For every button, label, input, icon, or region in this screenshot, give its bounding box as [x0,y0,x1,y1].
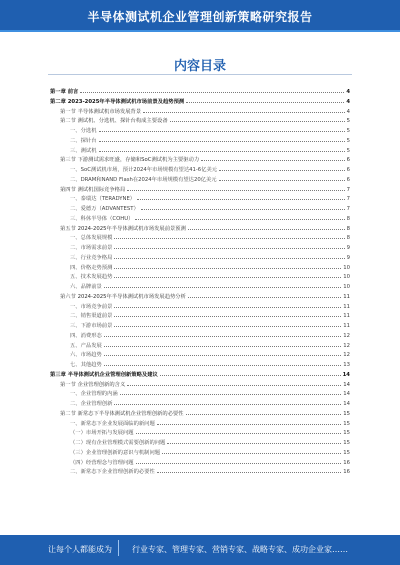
toc-entry-page: 9 [346,254,350,261]
toc-entry-title: 第三章 半导体测试机企业管理创新策略及建议 [50,371,158,378]
toc-leader-dots [114,320,341,327]
toc-leader-dots [114,242,344,249]
toc-entry-title: （四）经营理念与管理问题 [70,459,134,466]
toc-entry-title: 四、消费形态 [70,332,102,339]
toc-heading-divider [48,74,352,75]
toc-leader-dots [99,135,345,142]
toc-leader-dots [104,330,341,337]
toc-entry-title: 一、市场竞争前景 [70,303,113,310]
toc-entry[interactable] [50,466,350,476]
toc-entry-page: 6 [346,176,350,183]
page-header [0,0,400,32]
toc-entry-title: 第四节 测试机国际竞争格局 [60,186,126,193]
toc-entry-page: 16 [343,459,350,466]
toc-leader-dots [120,388,342,395]
toc-entry[interactable] [50,281,350,291]
toc-leader-dots [104,359,341,366]
toc-entry-title: 三、测试机 [70,147,97,154]
toc-entry[interactable] [50,310,350,320]
toc-entry-page: 10 [343,284,350,290]
toc-entry-page: 12 [343,332,350,339]
toc-entry-title: 第五节 2024-2025年半导体测试机市场发展前景预测 [60,225,186,232]
toc-entry-page: 14 [342,371,350,378]
toc-leader-dots [201,154,345,161]
toc-entry[interactable] [50,349,350,359]
toc-entry-title: 二、新常态下企业管理创新的必要性 [70,469,155,476]
toc-entry-title: 第二章 2023-2025年半导体测试机市场前景及趋势预测 [50,98,185,105]
toc-entry[interactable] [50,203,350,213]
toc-entry-page: 14 [343,381,350,388]
toc-entry-title: 三、科休半导体（COHU） [70,215,134,222]
toc-leader-dots [162,447,341,454]
toc-entry-page: 5 [346,137,350,144]
toc-entry[interactable] [50,301,350,311]
toc-entry-page: 4 [346,108,350,115]
toc-entry[interactable] [50,388,350,398]
toc-entry[interactable] [50,125,350,135]
toc-entry-title: （一）市场开拓与发展问题 [70,430,134,437]
toc-entry-title: （二）现有企业管理模式需要创新的问题 [70,440,166,446]
toc-entry-page: 10 [343,274,350,281]
toc-entry[interactable] [50,427,350,437]
toc-entry-title: 五、技术发展趋势 [70,274,113,281]
toc-entry[interactable] [50,398,350,408]
toc-entry[interactable] [50,184,350,194]
toc-entry-title: 二、市场需求前景 [70,245,113,251]
toc-entry-title: 七、其他趋势 [70,362,102,368]
toc-entry-title: 第一章 前言 [50,89,79,95]
toc-entry-page: 6 [346,157,350,164]
toc-leader-dots [114,310,341,317]
toc-entry-title: 六、市场趋势 [70,352,102,359]
toc-entry[interactable] [50,193,350,203]
toc-leader-dots [186,408,342,415]
toc-leader-dots [127,184,344,191]
toc-leader-dots [114,271,341,278]
toc-leader-dots [143,106,344,113]
toc-entry[interactable] [50,447,350,457]
toc-leader-dots [114,301,341,308]
toc-entry[interactable] [50,86,350,96]
toc-entry-page: 14 [343,401,350,407]
toc-entry-page: 11 [343,313,350,320]
toc-entry-title: 二、爱德万（ADVANTEST） [70,206,139,212]
toc-entry-title: 第六节 2024-2025年半导体测试机市场发展趋势分析 [60,293,186,300]
toc-entry-title: 一、企业管理的内涵 [70,391,118,398]
toc-entry[interactable] [50,154,350,164]
toc-entry-title: 二、企业管理创新 [70,401,113,407]
toc-entry-page: 8 [346,235,350,242]
toc-entry-page: 7 [346,206,350,212]
toc-entry-title: 第一节 半导体测试机市场发展背景 [60,108,142,115]
footer-divider [118,540,129,556]
toc-entry-title: 一、分选机 [70,128,97,134]
toc-entry[interactable] [50,379,350,389]
report-title: 半导体测试机企业管理创新策略研究报告 [87,10,313,24]
toc-entry-page: 7 [346,186,350,193]
toc-entry-title: 二、销售渠道前景 [70,313,113,320]
toc-leader-dots [137,193,345,200]
toc-entry-page: 6 [346,167,350,173]
toc-leader-dots [188,291,341,298]
toc-entry-page: 4 [346,89,350,95]
toc-entry-title: 一、总体发展规模 [70,235,113,242]
toc-entry-page: 14 [343,391,350,398]
toc-leader-dots [170,115,345,122]
toc-leader-dots [80,86,344,93]
toc-entry-page: 5 [346,118,350,125]
toc-leader-dots [157,466,341,473]
toc-leader-dots [114,262,341,269]
toc-entry-title: 四、价格走势预测 [70,264,113,271]
toc-entry-title: 一、SoC测试机市场，预计2024年市场规模有望达41-6亿美元 [70,167,218,173]
toc-entry[interactable] [50,369,350,379]
toc-entry[interactable] [50,223,350,233]
toc-leader-dots [114,232,344,239]
toc-leader-dots [104,349,341,356]
toc-entry[interactable] [50,232,350,242]
toc-entry-page: 10 [343,264,350,271]
toc-entry[interactable] [50,106,350,116]
toc-entry[interactable] [50,135,350,145]
toc-leader-dots [219,174,345,181]
toc-entry[interactable] [50,291,350,301]
toc-entry[interactable] [50,408,350,418]
toc-leader-dots [99,125,345,132]
toc-leader-dots [188,223,345,230]
toc-entry-page: 12 [343,342,350,349]
toc-entry[interactable] [50,320,350,330]
toc-entry-page: 15 [343,410,350,417]
table-of-contents [50,86,350,476]
toc-entry[interactable] [50,252,350,262]
toc-entry-page: 13 [343,362,350,368]
toc-entry-page: 16 [343,469,350,476]
toc-entry-title: 第一节 企业管理创新的含义 [60,381,126,388]
footer-tagline: 行业专家、管理专家、营销专家、战略专家、成功企业家…… [132,545,348,554]
toc-entry-page: 4 [346,98,350,105]
toc-entry[interactable] [50,340,350,350]
toc-entry[interactable] [50,437,350,447]
toc-entry-title: 五、产品发展 [70,342,102,349]
toc-entry-page: 11 [343,323,350,329]
toc-leader-dots [135,213,344,220]
toc-entry-page: 8 [346,215,350,222]
toc-entry-title: 第三节 下游测试需求旺盛，存储和SoC测试机为主要驱动力 [60,157,200,164]
toc-entry-page: 5 [346,128,350,134]
toc-entry-page: 12 [343,352,350,359]
toc-leader-dots [167,437,341,444]
toc-leader-dots [136,457,342,464]
toc-leader-dots [186,96,344,103]
toc-entry[interactable] [50,262,350,272]
toc-entry-title: 二、探针台 [70,137,97,144]
toc-entry-page: 5 [346,147,350,154]
toc-entry-page: 11 [343,293,350,300]
footer-slogan: 让每个人都能成为 [48,545,112,554]
toc-leader-dots [99,145,345,152]
toc-entry[interactable] [50,145,350,155]
toc-leader-dots [141,203,345,210]
toc-entry[interactable] [50,457,350,467]
toc-entry-title: 一、新常态下企业发展面临的新问题 [70,420,155,427]
toc-entry-page: 15 [343,420,350,427]
toc-entry[interactable] [50,330,350,340]
toc-entry[interactable] [50,359,350,369]
toc-entry-page: 9 [346,245,350,251]
toc-leader-dots [136,427,342,434]
toc-entry-title: 三、行业竞争格局 [70,254,113,261]
toc-entry-page: 8 [346,225,350,232]
toc-leader-dots [127,379,341,386]
toc-leader-dots [104,340,341,347]
toc-entry[interactable] [50,174,350,184]
toc-leader-dots [104,281,341,288]
toc-entry-title: （三）企业管理创新的意识与机制问题 [70,449,161,456]
toc-entry-title: 第二节 新常态下半导体测试机企业管理创新的必要性 [60,410,184,417]
toc-entry[interactable] [50,164,350,174]
toc-entry-page: 15 [343,430,350,437]
toc-entry-page: 15 [343,440,350,446]
toc-leader-dots [160,369,341,376]
page-footer [0,535,400,565]
toc-leader-dots [219,164,345,171]
toc-entry-page: 11 [343,303,350,310]
toc-entry[interactable] [50,213,350,223]
toc-entry-title: 一、泰瑞达（TERADYNE） [70,196,136,203]
toc-entry-title: 第二节 测试机、分选机、探针台构成主要设备 [60,118,168,125]
toc-entry-title: 三、下游市场前景 [70,323,113,329]
toc-entry-page: 15 [343,449,350,456]
toc-leader-dots [114,252,344,259]
toc-entry-title: 六、品牌前景 [70,284,102,290]
toc-entry[interactable] [50,96,350,106]
toc-entry[interactable] [50,115,350,125]
toc-entry-page: 7 [346,196,350,203]
toc-heading: 内容目录 [173,59,226,74]
toc-leader-dots [114,398,341,405]
toc-entry[interactable] [50,242,350,252]
toc-leader-dots [157,418,341,425]
toc-entry[interactable] [50,271,350,281]
toc-entry-title: 二、DRAM和NAND Flash在2024年市场规模有望达20亿美元 [70,176,217,183]
toc-entry[interactable] [50,418,350,428]
